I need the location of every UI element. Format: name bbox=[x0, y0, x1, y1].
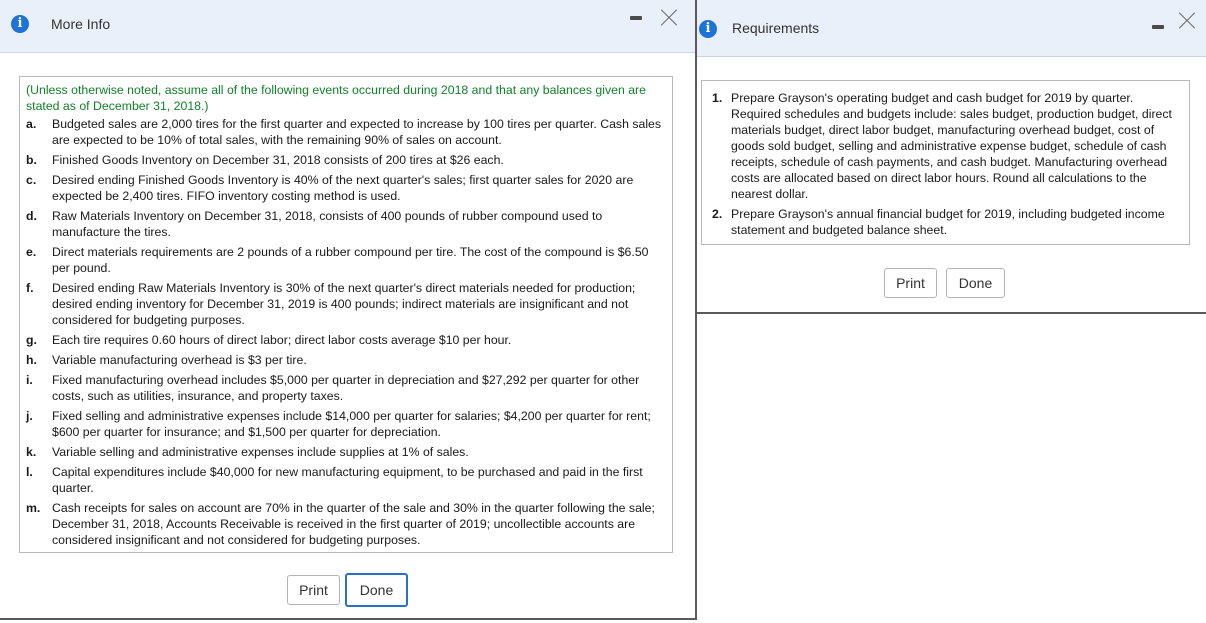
list-item: h. Variable manufacturing overhead is $3 per tire. bbox=[26, 353, 307, 367]
minimize-icon[interactable] bbox=[1152, 25, 1164, 29]
close-icon[interactable] bbox=[1178, 12, 1196, 30]
list-item: e. Direct materials requirements are 2 pounds of a rubber compound per tire. The cost of the compound is $6.50 per pound. bbox=[26, 245, 649, 275]
print-button[interactable]: Print bbox=[884, 268, 937, 298]
requirements-titlebar[interactable] bbox=[697, 0, 1206, 57]
list-item: l. Capital expenditures include $40,000 for new manufacturing equipment, to be purchased and paid in the first quarter. bbox=[26, 465, 643, 495]
list-item: 1. Prepare Grayson's operating budget and cash budget for 2019 by quarter. Required schedules and budgets include: sales budget, production budget, direct materials budget, direct labor budget, manufacturing overhead budget, cost of goods sold budget, selling and administrative expense budget, schedule of cash receipts, schedule of cash payments, and cash budget. Manufacturing overhead costs are allocated based on direct labor hours. Round all calculations to the nearest dollar. bbox=[712, 91, 1172, 201]
list-item: m. Cash receipts for sales on account are 70% in the quarter of the sale and 30% in the quarter following the sale; December 31, 2018, Accounts Receivable is received in the first quarter of 2019; uncollectible accounts are considered insignificant and not considered for budgeting purposes. bbox=[26, 501, 655, 547]
print-button[interactable]: Print bbox=[287, 575, 340, 605]
done-button[interactable]: Done bbox=[946, 268, 1005, 298]
more-info-title: More Info bbox=[51, 16, 111, 32]
minimize-icon[interactable] bbox=[630, 16, 642, 20]
requirements-title: Requirements bbox=[732, 20, 820, 36]
list-item: d. Raw Materials Inventory on December 31, 2018, consists of 400 pounds of rubber compound used to manufacture the tires. bbox=[26, 209, 603, 239]
list-item: c. Desired ending Finished Goods Inventory is 40% of the next quarter's sales; first quarter sales for 2020 are expected be 2,400 tires. FIFO inventory costing method is used. bbox=[26, 173, 634, 203]
list-item: k. Variable selling and administrative expenses include supplies at 1% of sales. bbox=[26, 445, 469, 459]
close-icon[interactable] bbox=[660, 9, 678, 27]
list-item: j. Fixed selling and administrative expenses include $14,000 per quarter for salaries; $4,200 per quarter for rent; $600 per quarter for insurance; and $1,500 per quarter for depreciation. bbox=[26, 409, 651, 439]
requirements-content bbox=[701, 80, 1190, 245]
intro-text: (Unless otherwise noted, assume all of the following events occurred during 2018 and that any balances given are stated as of December 31, 2018.) bbox=[26, 83, 646, 113]
list-item: 2. Prepare Grayson's annual financial budget for 2019, including budgeted income statement and budgeted balance sheet. bbox=[712, 207, 1165, 237]
events-list bbox=[26, 116, 662, 548]
list-item: a. Budgeted sales are 2,000 tires for the first quarter and expected to increase by 100 tires per quarter. Cash sales are expected to be 10% of total sales, with the remaining 90% of sales on account. bbox=[26, 117, 662, 147]
list-item: f. Desired ending Raw Materials Inventory is 30% of the next quarter's direct materials needed for production; desired ending inventory for December 31, 2019 is 400 pounds; indirect materials are insignificant and not considered for budgeting purposes. bbox=[26, 281, 636, 327]
requirements-list bbox=[712, 90, 1179, 238]
done-button[interactable]: Done bbox=[345, 573, 408, 607]
list-item: b. Finished Goods Inventory on December 31, 2018 consists of 200 tires at $26 each. bbox=[26, 153, 504, 167]
list-item: i. Fixed manufacturing overhead includes $5,000 per quarter in depreciation and $27,292 per quarter for other costs, such as utilities, insurance, and property taxes. bbox=[26, 373, 640, 403]
more-info-content bbox=[19, 76, 673, 553]
list-item: g. Each tire requires 0.60 hours of direct labor; direct labor costs average $10 per hour. bbox=[26, 333, 512, 347]
more-info-titlebar[interactable] bbox=[0, 0, 695, 53]
info-icon: i bbox=[699, 20, 717, 38]
requirements-dialog bbox=[697, 0, 1206, 314]
info-icon: i bbox=[11, 15, 29, 33]
